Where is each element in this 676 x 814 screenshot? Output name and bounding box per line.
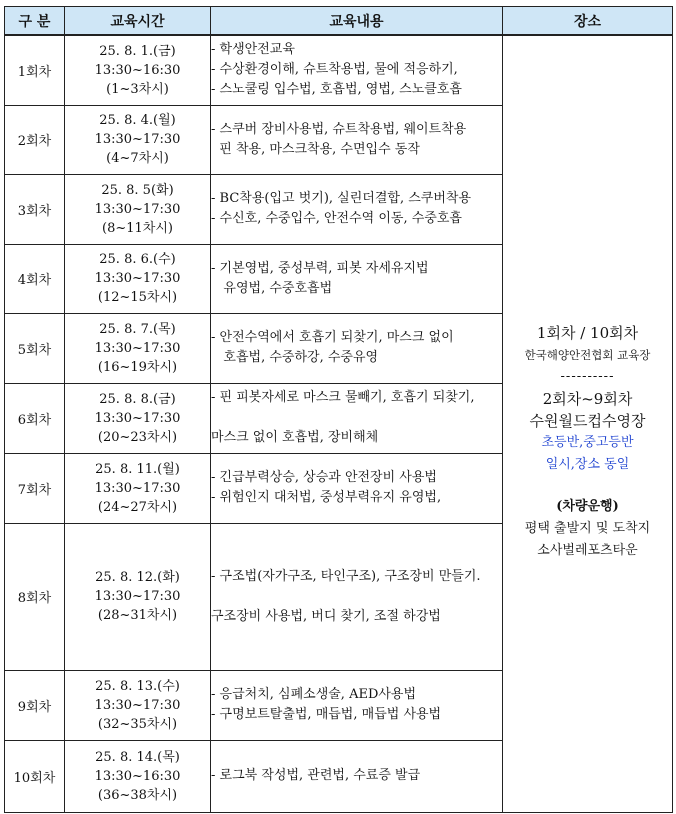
place-block <box>503 286 672 562</box>
place-venue-1: 한국해양안전협회 교육장 <box>524 347 651 362</box>
session-time-cell <box>65 523 211 670</box>
session-date: 25. 8. 11.(월) <box>95 461 180 477</box>
session-time-cell <box>65 383 211 453</box>
session-time-cell <box>65 244 211 313</box>
session-label: 9회차 <box>5 670 65 740</box>
content-line <box>211 587 502 607</box>
header-row <box>5 7 673 36</box>
session-content-cell <box>211 523 503 670</box>
content-line: - 핀 피봇자세로 마스크 물빼기, 호흡기 되찾기, <box>211 390 475 405</box>
session-label: 3회차 <box>5 174 65 244</box>
content-line: - 긴급부력상승, 상승과 안전장비 사용법 <box>211 470 437 485</box>
session-label: 5회차 <box>5 313 65 383</box>
place-same-note: 일시,장소 동일 <box>545 456 630 472</box>
session-time: 13:30~16:30 <box>94 768 181 784</box>
session-time: 13:30~17:30 <box>94 132 181 147</box>
session-time: 13:30~17:30 <box>94 697 181 713</box>
session-time: 13:30~17:30 <box>94 340 181 356</box>
session-hours: (24~27차시) <box>97 499 178 515</box>
place-shuttle-origin: 평택 출발지 및 도착지 <box>524 520 651 536</box>
session-date: 25. 8. 1.(금) <box>99 43 176 59</box>
content-line: 유영법, 수중호흡법 <box>211 280 333 296</box>
place-shuttle-label: (차량운행) <box>556 498 619 514</box>
place-cell <box>503 35 673 812</box>
session-time-cell <box>65 35 211 105</box>
session-label: 8회차 <box>5 523 65 670</box>
session-date: 25. 8. 4.(월) <box>99 113 176 128</box>
content-line: - 수신호, 수중입수, 안전수역 이동, 수중호흡 <box>211 211 462 226</box>
session-content-cell <box>211 670 503 740</box>
content-line: - 스노쿨링 입수법, 호흡법, 영법, 스노클호흡 <box>211 82 462 98</box>
session-content-cell <box>211 105 503 174</box>
content-line <box>211 408 502 428</box>
session-label: 10회차 <box>5 740 65 812</box>
place-session-2-9: 2회차~9회차 <box>542 389 633 408</box>
session-hours: (1~3차시) <box>106 81 169 97</box>
session-date: 25. 8. 13.(수) <box>95 678 180 694</box>
session-hours: (16~19차시) <box>97 359 178 375</box>
session-label: 1회차 <box>5 35 65 105</box>
content-line: - 응급처치, 심폐소생술, AED사용법 <box>211 687 417 702</box>
content-line: - 스쿠버 장비사용법, 슈트착용법, 웨이트착용 <box>211 121 467 137</box>
session-content-cell <box>211 244 503 313</box>
content-line: 구조장비 사용법, 버디 찾기, 조절 하강법 <box>211 608 441 624</box>
session-time-cell <box>65 740 211 812</box>
content-line: - 안전수역에서 호흡기 되찾기, 마스크 없이 <box>211 330 454 345</box>
header-category: 구 분 <box>5 7 65 36</box>
session-date: 25. 8. 6.(수) <box>99 252 176 267</box>
session-time: 13:30~17:30 <box>94 201 181 217</box>
session-date: 25. 8. 5(화) <box>101 182 174 198</box>
session-hours: (4~7차시) <box>106 151 169 166</box>
session-date: 25. 8. 14.(목) <box>95 749 180 765</box>
session-time-cell <box>65 453 211 523</box>
place-class-note: 초등반,중고등반 <box>541 434 634 450</box>
session-content-cell <box>211 35 503 105</box>
place-session-1-10: 1회차 / 10회차 <box>536 323 639 342</box>
content-line: 마스크 없이 호흡법, 장비해체 <box>211 430 379 445</box>
content-line: - 위험인지 대처법, 중성부력유지 유영법, <box>211 490 442 505</box>
content-line: - 학생안전교육 <box>211 42 295 58</box>
session-date: 25. 8. 8.(금) <box>99 391 176 407</box>
session-time: 13:30~16:30 <box>94 62 181 78</box>
session-hours: (8~11차시) <box>102 220 173 236</box>
header-time: 교육시간 <box>65 7 211 36</box>
content-line: - BC착용(입고 벗기), 실린더결합, 스쿠버착용 <box>211 191 471 206</box>
schedule-table <box>4 6 673 813</box>
session-hours: (36~38차시) <box>97 787 178 803</box>
session-content-cell <box>211 383 503 453</box>
session-content-cell <box>211 453 503 523</box>
content-line: - 구명보트탈출법, 매듭법, 매듭법 사용법 <box>211 707 442 722</box>
content-line: 호흡법, 수중하강, 수중유영 <box>211 350 379 365</box>
session-time-cell <box>65 174 211 244</box>
session-label: 7회차 <box>5 453 65 523</box>
session-date: 25. 8. 12.(화) <box>95 570 180 585</box>
session-hours: (28~31차시) <box>97 608 178 623</box>
session-time: 13:30~17:30 <box>94 480 181 496</box>
session-label: 6회차 <box>5 383 65 453</box>
session-content-cell <box>211 313 503 383</box>
place-venue-2: 수원월드컵수영장 <box>529 411 646 430</box>
header-content: 교육내용 <box>211 7 503 36</box>
session-label: 2회차 <box>5 105 65 174</box>
session-hours: (20~23차시) <box>97 429 178 445</box>
session-time-cell <box>65 313 211 383</box>
session-label: 4회차 <box>5 244 65 313</box>
content-line: - 구조법(자가구조, 타인구조), 구조장비 만들기. <box>211 568 481 584</box>
header-place: 장소 <box>503 7 673 36</box>
place-divider: ---------- <box>560 368 615 384</box>
table-row <box>5 35 673 105</box>
session-hours: (32~35차시) <box>97 716 178 732</box>
session-content-cell <box>211 740 503 812</box>
session-time: 13:30~17:30 <box>94 271 181 286</box>
content-line: - 로그북 작성법, 관련법, 수료증 발급 <box>211 768 421 783</box>
content-line: - 수상환경이해, 슈트착용법, 물에 적응하기, <box>211 62 458 78</box>
session-time-cell <box>65 670 211 740</box>
session-date: 25. 8. 7.(목) <box>99 321 176 337</box>
session-time: 13:30~17:30 <box>94 410 181 426</box>
session-content-cell <box>211 174 503 244</box>
content-line: - 기본영법, 중성부력, 피봇 자세유지법 <box>211 260 429 276</box>
session-hours: (12~15차시) <box>97 290 178 305</box>
session-time: 13:30~17:30 <box>94 589 181 604</box>
content-line: 핀 착용, 마스크착용, 수면입수 동작 <box>211 141 420 157</box>
place-shuttle-venue: 소사벌레포츠타운 <box>537 542 638 558</box>
session-time-cell <box>65 105 211 174</box>
